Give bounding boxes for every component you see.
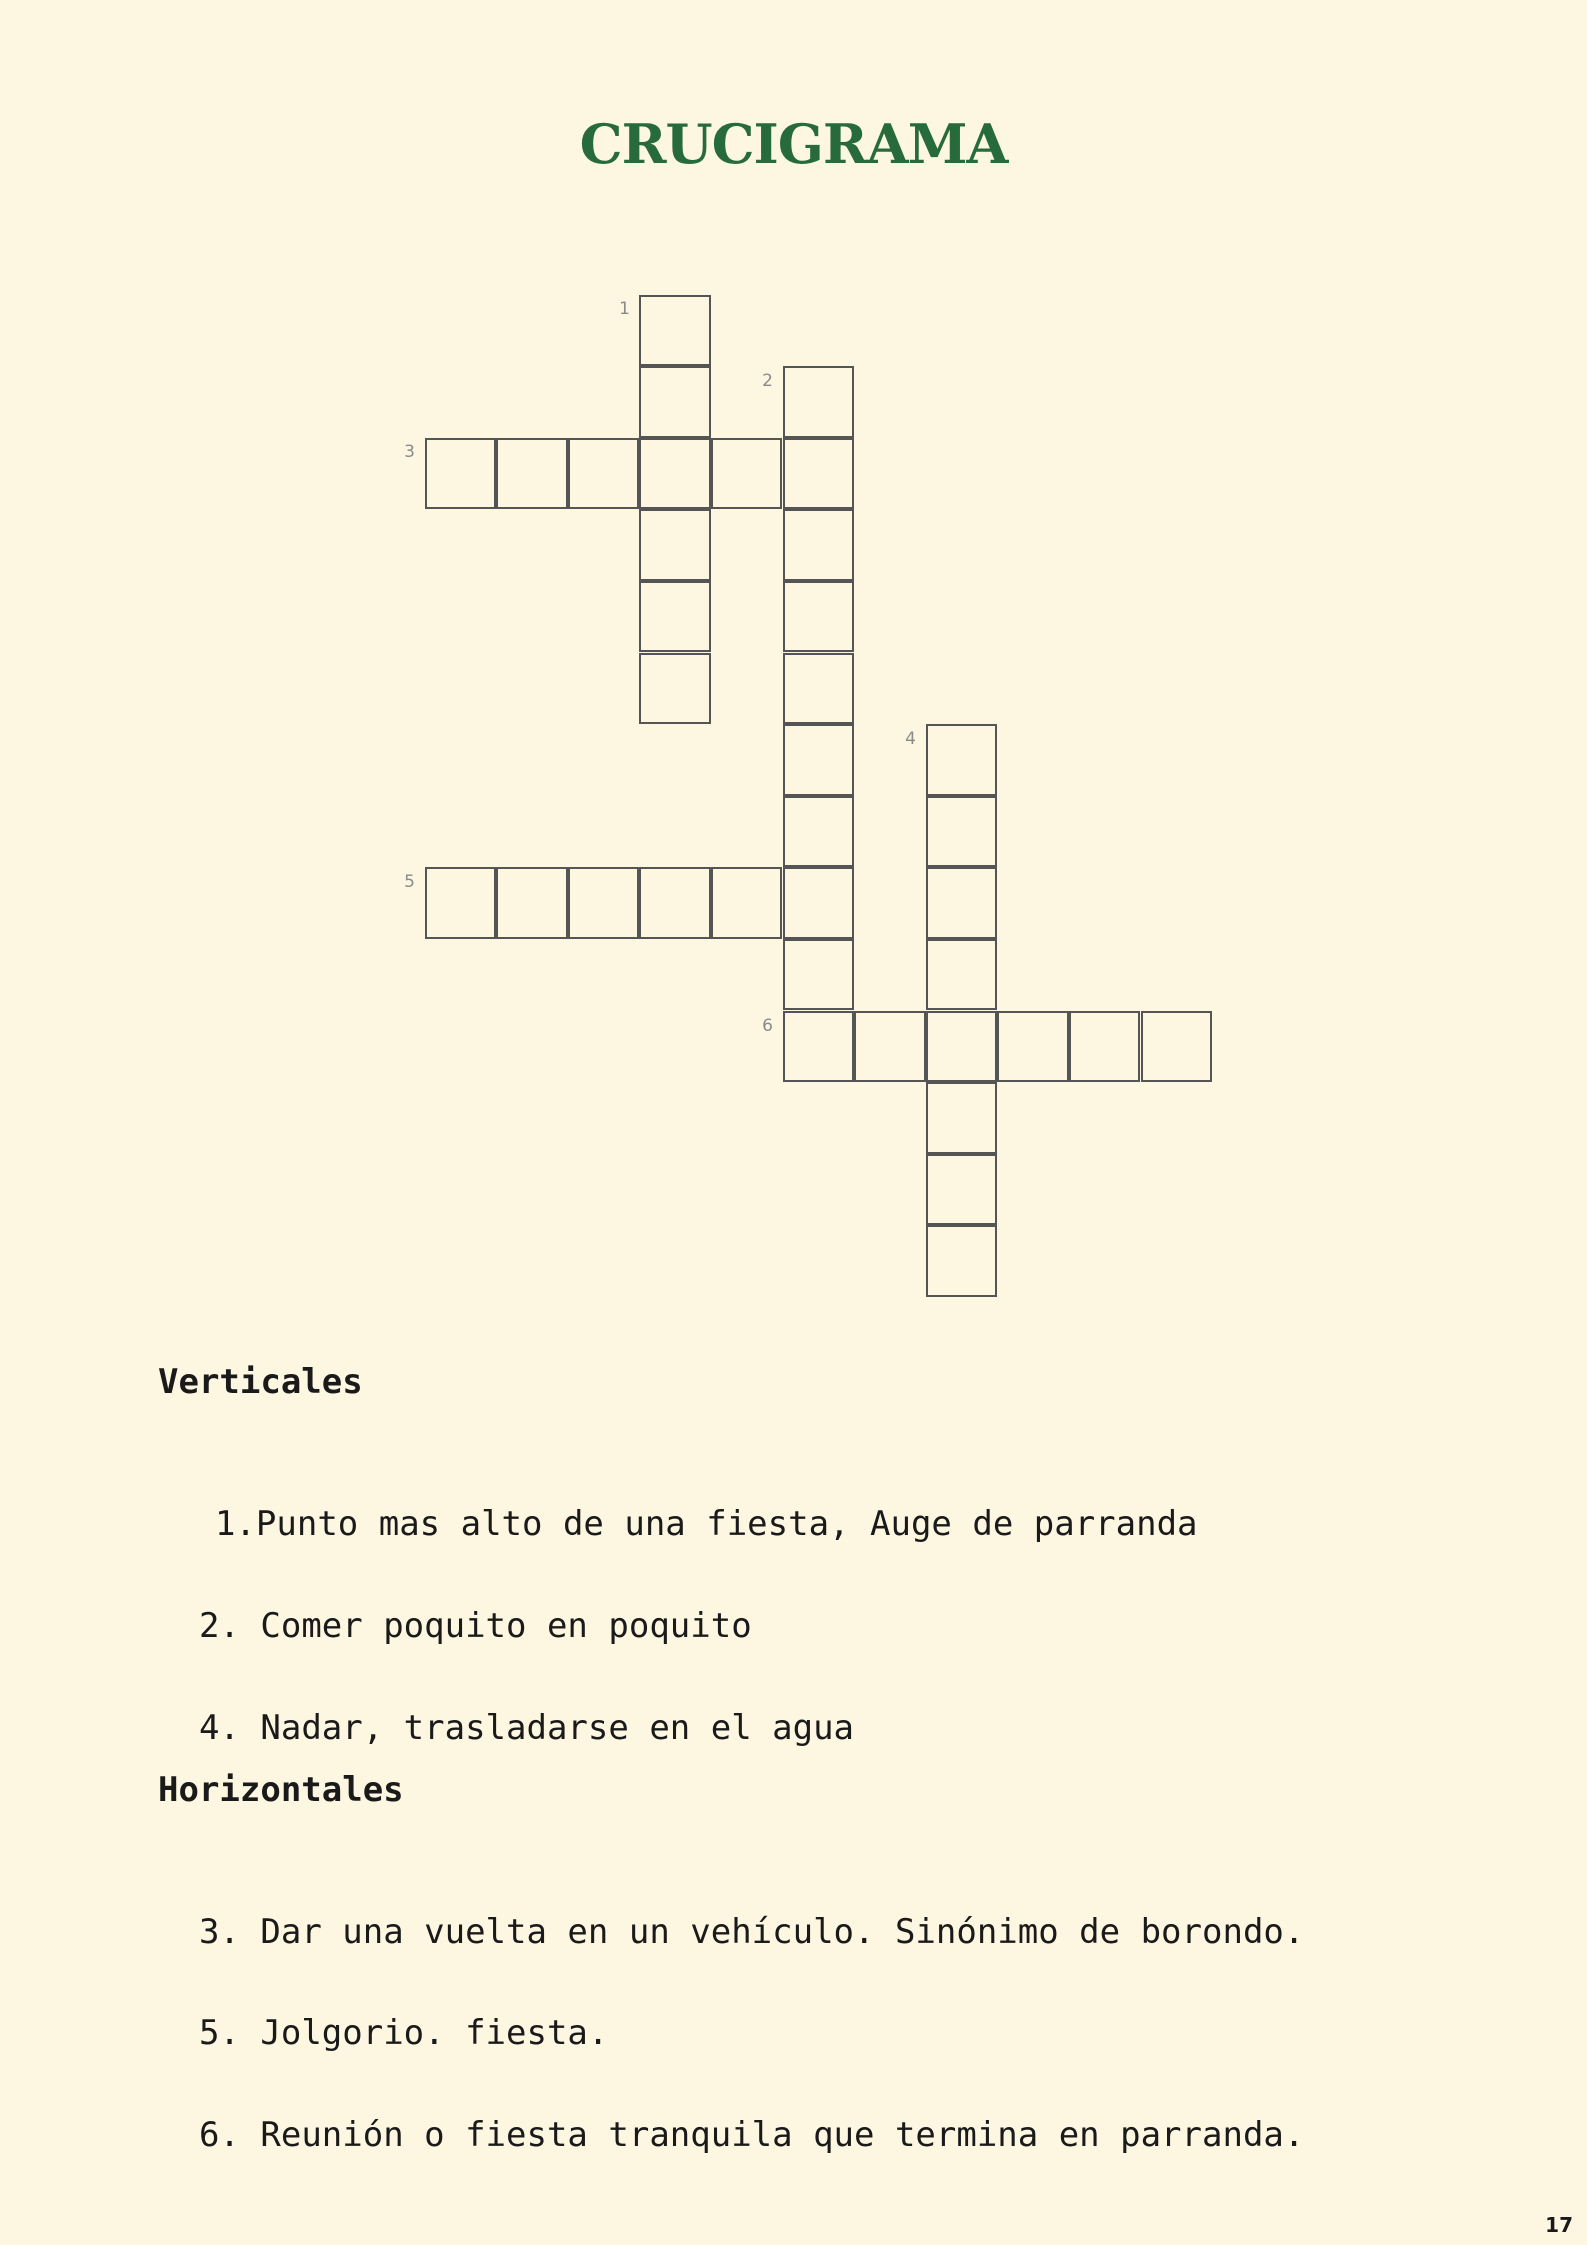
crossword-cell[interactable] bbox=[997, 1011, 1069, 1083]
clue-vertical-1 bbox=[174, 1464, 1198, 1544]
crossword-cell[interactable] bbox=[496, 438, 568, 510]
crossword-cell[interactable] bbox=[926, 796, 998, 868]
crossword-cell[interactable] bbox=[783, 796, 855, 868]
clue-number-1: 1 bbox=[619, 299, 630, 319]
clue-number-3: 3 bbox=[404, 442, 415, 462]
clue-horizontal-6-text: Reunión o fiesta tranquila que termina en parranda. bbox=[260, 2115, 1305, 2155]
clue-horizontal-3-text: Dar una vuelta en un vehículo. Sinónimo de borondo. bbox=[260, 1912, 1305, 1952]
crossword-cell[interactable] bbox=[1069, 1011, 1141, 1083]
clue-vertical-4 bbox=[158, 1668, 854, 1748]
crossword-cell[interactable] bbox=[783, 1011, 855, 1083]
clue-horizontal-6-number: 6. bbox=[198, 2115, 240, 2155]
crossword-cell[interactable] bbox=[926, 1011, 998, 1083]
crossword-cell[interactable] bbox=[783, 581, 855, 653]
crossword-cell[interactable] bbox=[639, 295, 711, 367]
crossword-cell[interactable] bbox=[639, 581, 711, 653]
crossword-cell[interactable] bbox=[639, 366, 711, 438]
crossword-cell[interactable] bbox=[568, 438, 640, 510]
crossword-cell[interactable] bbox=[783, 939, 855, 1011]
crossword-cell[interactable] bbox=[926, 1082, 998, 1154]
crossword-cell[interactable] bbox=[926, 939, 998, 1011]
crossword-cell[interactable] bbox=[783, 653, 855, 725]
crossword-cell[interactable] bbox=[639, 509, 711, 581]
crossword-cell[interactable] bbox=[1141, 1011, 1213, 1083]
clue-vertical-1-number: 1. bbox=[214, 1504, 256, 1544]
crossword-cell[interactable] bbox=[926, 1225, 998, 1297]
crossword-cell[interactable] bbox=[854, 1011, 926, 1083]
clue-number-5: 5 bbox=[404, 872, 415, 892]
clue-number-2: 2 bbox=[762, 371, 773, 391]
clue-horizontal-3-number: 3. bbox=[198, 1912, 240, 1952]
clue-vertical-1-text: Punto mas alto de una fiesta, Auge de parranda bbox=[255, 1504, 1198, 1544]
crossword-cell[interactable] bbox=[496, 867, 568, 939]
clue-horizontal-5-text: Jolgorio. fiesta. bbox=[260, 2013, 609, 2053]
crossword-cell[interactable] bbox=[783, 724, 855, 796]
crossword-cell[interactable] bbox=[926, 867, 998, 939]
crossword-cell[interactable] bbox=[711, 867, 783, 939]
clue-number-6: 6 bbox=[762, 1016, 773, 1036]
clue-vertical-2-text: Comer poquito en poquito bbox=[260, 1606, 752, 1646]
clue-vertical-4-number: 4. bbox=[198, 1708, 240, 1748]
clue-horizontal-3 bbox=[158, 1872, 1304, 1952]
clue-horizontal-6 bbox=[158, 2075, 1304, 2155]
crossword-cell[interactable] bbox=[639, 867, 711, 939]
crossword-cell[interactable] bbox=[639, 438, 711, 510]
clue-vertical-2-number: 2. bbox=[198, 1606, 240, 1646]
page-title: CRUCIGRAMA bbox=[579, 112, 1008, 176]
page-number: 17 bbox=[1545, 2213, 1573, 2237]
crossword-cell[interactable] bbox=[639, 653, 711, 725]
crossword-cell[interactable] bbox=[425, 867, 497, 939]
horizontales-heading: Horizontales bbox=[158, 1770, 404, 1810]
crossword-cell[interactable] bbox=[425, 438, 497, 510]
crossword-cell[interactable] bbox=[783, 867, 855, 939]
crossword-cell[interactable] bbox=[711, 438, 783, 510]
clue-number-4: 4 bbox=[905, 729, 916, 749]
clue-vertical-4-text: Nadar, trasladarse en el agua bbox=[260, 1708, 855, 1748]
crossword-cell[interactable] bbox=[926, 724, 998, 796]
crossword-cell[interactable] bbox=[568, 867, 640, 939]
verticales-heading: Verticales bbox=[158, 1362, 363, 1402]
clue-vertical-2 bbox=[158, 1566, 752, 1646]
crossword-cell[interactable] bbox=[783, 366, 855, 438]
crossword-cell[interactable] bbox=[926, 1154, 998, 1226]
crossword-cell[interactable] bbox=[783, 438, 855, 510]
clue-horizontal-5 bbox=[158, 1973, 608, 2053]
clue-horizontal-5-number: 5. bbox=[198, 2013, 240, 2053]
crossword-cell[interactable] bbox=[783, 509, 855, 581]
